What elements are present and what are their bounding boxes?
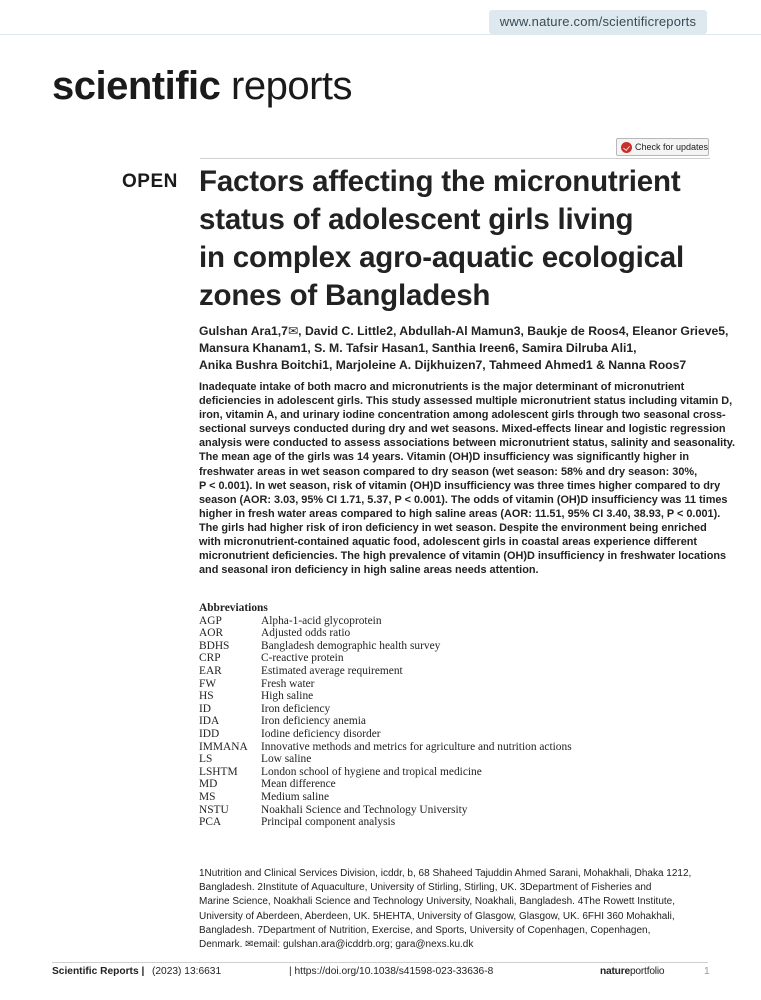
abbreviation-row	[199, 690, 699, 703]
abbreviation-row	[199, 728, 699, 741]
check-for-updates-button[interactable]	[616, 138, 709, 156]
abstract-line: micronutrient deficiencies. The high prevalence of vitamin (OH)D insufficiency in freshwater locations	[199, 550, 727, 563]
journal-logo[interactable]	[52, 62, 352, 110]
author-line[interactable]: Mansura Khanam1, S. M. Tafsir Hasan1, Santhia Ireen6, Samira Dilruba Ali1,	[199, 341, 637, 355]
abbreviation-row	[199, 753, 699, 766]
abbreviation-term: LS	[199, 753, 213, 766]
abstract-line: iron, vitamin A, and urinary iodine concentration among adolescent girls through two seasonal cross-	[199, 409, 726, 422]
footer-citation: (2023) 13:6631	[152, 966, 222, 977]
abbreviation-row	[199, 678, 699, 691]
abstract-line: higher in fresh water areas compared to high saline areas (AOR: 11.51, 95% CI 3.40, 38.93, P < 0.001).	[199, 507, 721, 520]
title-line: status of adolescent girls living	[199, 203, 634, 236]
abbreviations-heading: Abbreviations	[199, 602, 268, 614]
affiliation-line: Bangladesh. 7Department of Nutrition, Exercise, and Sports, University of Copenhagen, Copenhagen,	[199, 924, 651, 936]
abstract-line: The girls had higher risk of iron deficiency in wet season. Despite the environment being enriched	[199, 521, 707, 534]
journal-logo-light: reports	[220, 64, 353, 108]
abbreviation-definition: Iron deficiency anemia	[261, 715, 366, 728]
abbreviation-row	[199, 741, 699, 754]
abstract-line: Inadequate intake of both macro and micronutrients is the major determinant of micronutrient	[199, 381, 685, 393]
abbreviation-definition: Alpha-1-acid glycoprotein	[261, 614, 382, 627]
abstract-line: with micronutrient-contained aquatic food, adolescent girls in coastal areas experience different	[199, 536, 698, 549]
abbreviation-row	[199, 652, 699, 665]
abbreviation-definition: Innovative methods and metrics for agriculture and nutrition actions	[261, 740, 572, 753]
abbreviation-definition: C-reactive protein	[261, 652, 344, 665]
header-divider	[0, 34, 761, 35]
abstract-line: The mean age of the girls was 14 years. Vitamin (OH)D insufficiency was significantly higher in	[199, 451, 690, 464]
abbreviation-term: ID	[199, 702, 212, 715]
abbreviation-row	[199, 627, 699, 640]
title-line: zones of Bangladesh	[199, 279, 491, 312]
abstract-line: and seasonal iron deficiency in high saline areas needs attention.	[199, 564, 539, 577]
footer-doi-link[interactable]: | https://doi.org/10.1038/s41598-023-33636-8	[289, 966, 494, 977]
abbreviation-definition: Principal component analysis	[261, 816, 396, 829]
abbreviation-term: IMMANA	[199, 740, 248, 753]
abbreviation-definition: Iron deficiency	[261, 702, 331, 715]
abbreviation-row	[199, 766, 699, 779]
abbreviation-term: AOR	[199, 627, 224, 640]
nature-portfolio-logo[interactable]	[600, 966, 664, 977]
abstract	[199, 380, 736, 577]
abbreviation-row	[199, 665, 699, 678]
abbreviation-definition: London school of hygiene and tropical medicine	[261, 765, 482, 778]
abbreviation-term: AGP	[199, 614, 222, 627]
brand-light: portfolio	[629, 966, 665, 977]
check-updates-icon	[621, 142, 632, 153]
author-line[interactable]: Gulshan Ara1,7✉, David C. Little2, Abdullah-Al Mamun3, Baukje de Roos4, Eleanor Grieve5,	[199, 324, 729, 338]
title-line: in complex agro-aquatic ecological	[199, 241, 684, 274]
abbreviation-definition: Noakhali Science and Technology University	[261, 803, 468, 816]
abbreviation-term: CRP	[199, 652, 221, 665]
abbreviation-definition: Iodine deficiency disorder	[261, 727, 381, 740]
abbreviation-term: IDD	[199, 727, 220, 740]
site-url-tab[interactable]: www.nature.com/scientificreports	[489, 10, 707, 34]
author-list	[199, 323, 729, 374]
abstract-line: season (AOR: 3.03, 95% CI 1.71, 5.37, P < 0.001). The odds of vitamin (OH)D insufficiency was 11 times	[199, 493, 728, 506]
abbreviation-row	[199, 816, 699, 829]
check-for-updates-label: Check for updates	[635, 142, 709, 152]
affiliation-line: 1Nutrition and Clinical Services Division, icddr, b, 68 Shaheed Tajuddin Ahmed Sarani, Mohakhali, Dhaka 1212,	[199, 868, 692, 879]
title-divider	[200, 158, 710, 159]
abbreviation-definition: Low saline	[261, 753, 312, 766]
affiliation-line[interactable]: Denmark. ✉email: gulshan.ara@icddrb.org; gara@nexs.ku.dk	[199, 939, 474, 951]
abbreviation-term: MD	[199, 778, 218, 791]
abbreviation-term: EAR	[199, 664, 222, 677]
abstract-line: deficiencies in adolescent girls. This study assessed multiple micronutrient status including vitamin D,	[199, 395, 733, 408]
article-title	[199, 163, 719, 315]
abbreviation-term: LSHTM	[199, 765, 238, 778]
affiliation-line: University of Aberdeen, Aberdeen, UK. 5HEHTA, University of Glasgow, Glasgow, UK. 6FHI 360 Mohakhali,	[199, 910, 675, 922]
abbreviations-list	[199, 602, 699, 829]
title-line: Factors affecting the micronutrient	[199, 165, 681, 198]
abbreviation-definition: High saline	[261, 690, 314, 703]
affiliations	[199, 867, 709, 952]
brand-bold: nature	[600, 966, 630, 977]
abbreviation-term: IDA	[199, 715, 220, 728]
abbreviation-definition: Estimated average requirement	[261, 664, 403, 677]
abbreviation-row	[199, 715, 699, 728]
journal-logo-bold: scientific	[52, 64, 221, 108]
abstract-line: sectional surveys conducted during dry and wet seasons. Mixed-effects linear and logistic regression	[199, 423, 726, 436]
abstract-line: P < 0.001). In wet season, risk of vitamin (OH)D insufficiency was three times higher compared to dry	[199, 479, 721, 492]
abbreviation-definition: Mean difference	[261, 778, 336, 791]
abbreviation-definition: Fresh water	[261, 677, 315, 690]
abbreviation-term: HS	[199, 690, 214, 703]
abbreviation-term: BDHS	[199, 639, 230, 652]
abstract-line: freshwater areas in wet season compared to dry season (wet season: 58% and dry season: 30%,	[199, 465, 698, 478]
abbreviation-row	[199, 640, 699, 653]
abbreviation-term: MS	[199, 790, 216, 803]
abbreviation-term: FW	[199, 677, 217, 690]
abbreviation-definition: Medium saline	[261, 790, 330, 803]
abbreviation-term: NSTU	[199, 803, 229, 816]
abbreviation-row	[199, 615, 699, 628]
page-number: 1	[704, 966, 710, 977]
abstract-line: analysis were conducted to assess associations between micronutrient status, salinity and seasonality.	[199, 437, 736, 450]
abbreviation-row	[199, 791, 699, 804]
affiliation-line: Marine Science, Noakhali Science and Technology University, Noakhali, Bangladesh. 4The Rowett Institute,	[199, 896, 676, 908]
abbreviations-rows	[199, 615, 699, 829]
abbreviation-definition: Bangladesh demographic health survey	[261, 639, 441, 652]
footer-divider	[52, 962, 708, 963]
abbreviation-row	[199, 703, 699, 716]
open-access-label: OPEN	[122, 171, 178, 192]
author-line[interactable]: Anika Bushra Boitchi1, Marjoleine A. Dijkhuizen7, Tahmeed Ahmed1 & Nanna Roos7	[199, 358, 687, 372]
abbreviation-row	[199, 804, 699, 817]
footer-journal: Scientific Reports |	[52, 966, 145, 977]
abbreviation-definition: Adjusted odds ratio	[261, 627, 351, 640]
abbreviation-row	[199, 778, 699, 791]
abbreviation-term: PCA	[199, 816, 222, 829]
affiliation-line: Bangladesh. 2Institute of Aquaculture, University of Stirling, Stirling, UK. 3Department of Fisheries and	[199, 882, 652, 894]
